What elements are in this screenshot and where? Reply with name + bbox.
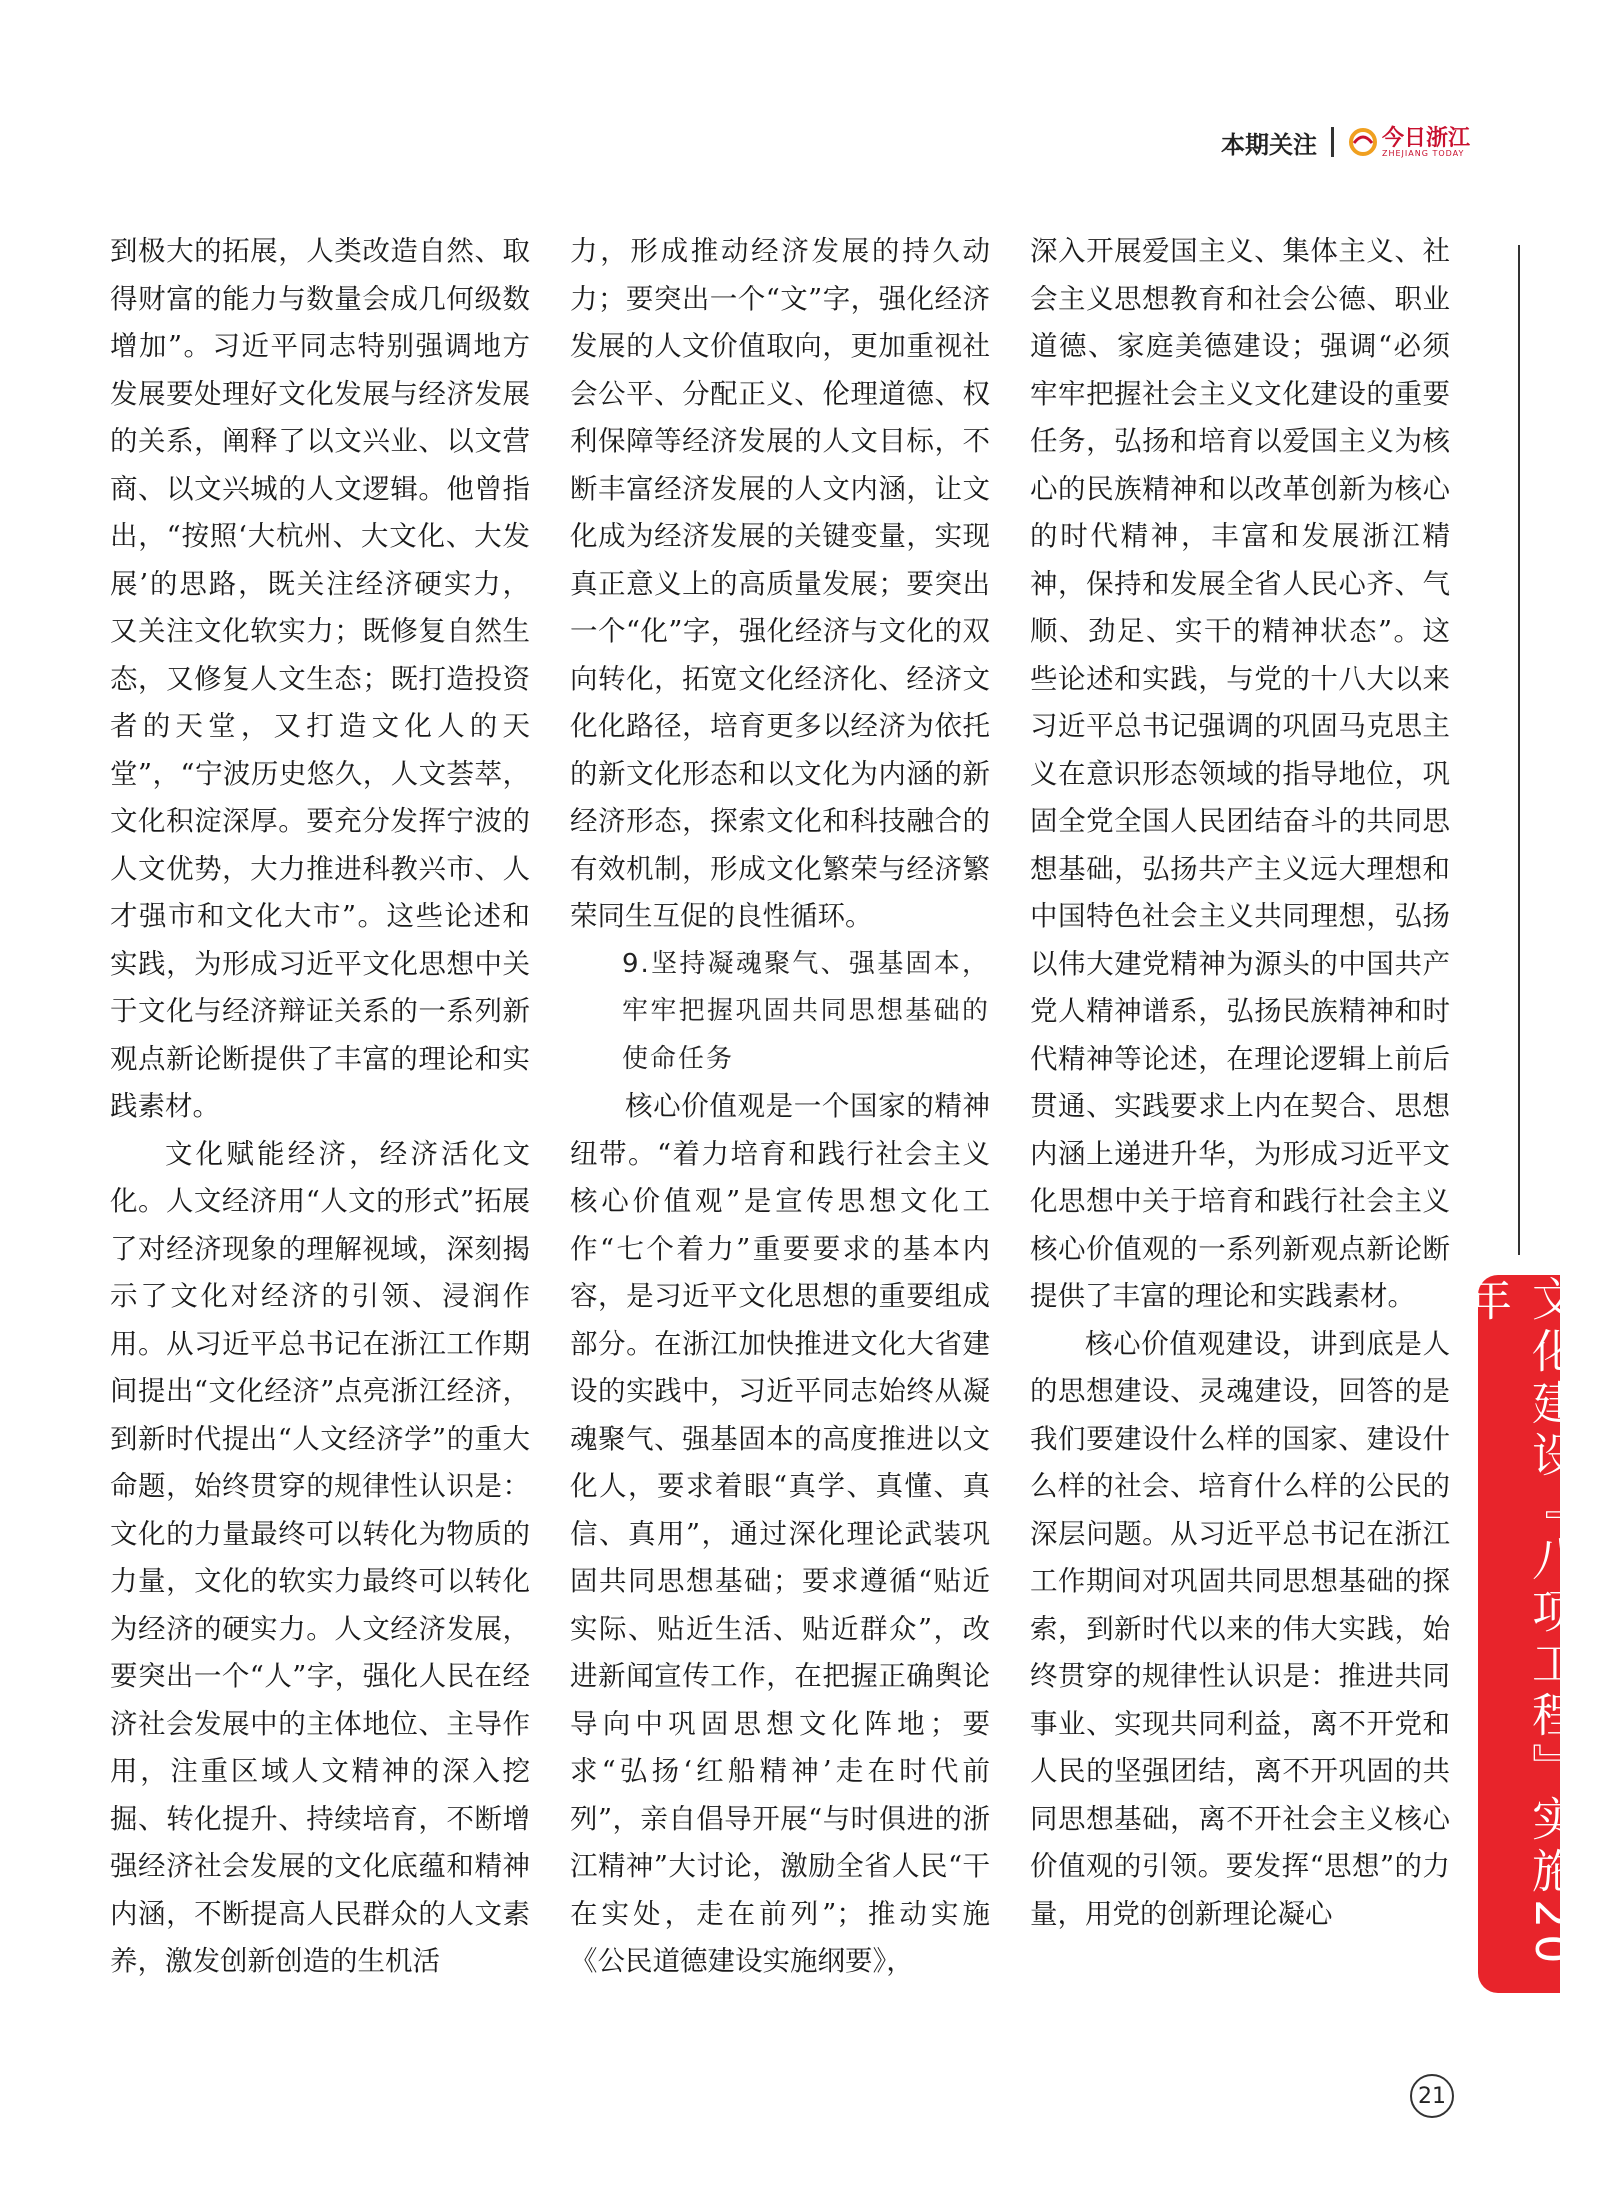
paragraph: 深入开展爱国主义、集体主义、社会主义思想教育和社会公德、职业道德、家庭美德建设；强调“必须牢牢把握社会主义文化建设的重要任务，弘扬和培育以爱国主义为核心的民族精神和以改革创新为核心的时代精神，丰富和发展浙江精神，保持和发展全省人民心齐、气顺、劲足、实干的精神状态”。这些论述和实践，与党的十八大以来习近平总书记强调的巩固马克思主义在意识形态领域的指导地位，巩固全党全国人民团结奋斗的共同思想基础，弘扬共产主义远大理想和中国特色社会主义共同理想，弘扬以伟大建党精神为源头的中国共产党人精神谱系，弘扬民族精神和时代精神等论述，在理论逻辑上前后贯通、实践要求上内在契合、思想内涵上递进升华，为形成习近平文化思想中关于培育和践行社会主义核心价值观的一系列新观点新论断提供了丰富的理论和实践素材。 — [1030, 235, 1450, 1312]
magazine-logo — [1348, 124, 1470, 158]
logo-swirl-icon — [1348, 127, 1378, 157]
side-rule — [1518, 245, 1520, 1255]
paragraph: 力，形成推动经济发展的持久动力；要突出一个“文”字，强化经济发展的人文价值取向，更加重视社会公平、分配正义、伦理道德、权利保障等经济发展的人文目标，不断丰富经济发展的人文内涵，让文化成为经济发展的关键变量，实现真正意义上的高质量发展；要突出一个“化”字，强化经济与文化的双向转化，拓宽文化经济化、经济文化化路径，培育更多以经济为依托的新文化形态和以文化为内涵的新经济形态，探索文化和科技融合的有效机制，形成文化繁荣与经济繁荣同生互促的良性循环。 — [570, 235, 990, 932]
page-number: 21 — [1410, 2074, 1454, 2118]
section-heading: 9.坚持凝魂聚气、强基固本，牢牢把握巩固共同思想基础的使命任务 — [622, 948, 990, 1074]
header-divider — [1331, 127, 1334, 157]
series-label: 文化建设『八项工程』实施20年 — [1459, 1275, 1579, 1970]
logo-chinese-text: 今日浙江 — [1381, 124, 1470, 151]
text-column-3 — [1030, 228, 1450, 1938]
text-column-1 — [110, 228, 530, 1986]
text-column-2 — [570, 228, 990, 1986]
page-header — [1221, 118, 1470, 166]
logo-english-text: ZHEJIANG TODAY — [1381, 148, 1465, 158]
paragraph: 文化赋能经济，经济活化文化。人文经济用“人文的形式”拓展了对经济现象的理解视域，深刻揭示了文化对经济的引领、浸润作用。从习近平总书记在浙江工作期间提出“文化经济”点亮浙江经济，到新时代提出“人文经济学”的重大命题，始终贯穿的规律性认识是：文化的力量最终可以转化为物质的力量，文化的软实力最终可以转化为经济的硬实力。人文经济发展，要突出一个“人”字，强化人民在经济社会发展中的主体地位、主导作用，注重区域人文精神的深入挖掘、转化提升、持续培育，不断增强经济社会发展的文化底蕴和精神内涵，不断提高人民群众的人文素养，激发创新创造的生机活 — [110, 1137, 530, 1977]
paragraph: 核心价值观是一个国家的精神纽带。“着力培育和践行社会主义核心价值观”是宣传思想文化工作“七个着力”重要要求的基本内容，是习近平文化思想的重要组成部分。在浙江加快推进文化大省建设的实践中，习近平同志始终从凝魂聚气、强基固本的高度推进以文化人，要求着眼“真学、真懂、真信、真用”，通过深化理论武装巩固共同思想基础；要求遵循“贴近实际、贴近生活、贴近群众”，改进新闻宣传工作，在把握正确舆论导向中巩固思想文化阵地；要求“弘扬‘红船精神’走在时代前列”，亲自倡导开展“与时俱进的浙江精神”大讨论，激励全省人民“干在实处，走在前列”；推动实施《公民道德建设实施纲要》， — [570, 1090, 990, 1977]
paragraph: 到极大的拓展，人类改造自然、取得财富的能力与数量会成几何级数增加”。习近平同志特别强调地方发展要处理好文化发展与经济发展的关系，阐释了以文兴业、以文营商、以文兴城的人文逻辑。他曾指出，“按照‘大杭州、大文化、大发展’的思路，既关注经济硬实力，又关注文化软实力；既修复自然生态，又修复人文生态；既打造投资者的天堂，又打造文化人的天堂”，“宁波历史悠久，人文荟萃，文化积淀深厚。要充分发挥宁波的人文优势，大力推进科教兴市、人才强市和文化大市”。这些论述和实践，为形成习近平文化思想中关于文化与经济辩证关系的一系列新观点新论断提供了丰富的理论和实践素材。 — [110, 235, 530, 1122]
section-title: 本期关注 — [1220, 130, 1317, 159]
paragraph: 核心价值观建设，讲到底是人的思想建设、灵魂建设，回答的是我们要建设什么样的国家、建设什么样的社会、培育什么样的公民的深层问题。从习近平总书记在浙江工作期间对巩固共同思想基础的探索，到新时代以来的伟大实践，始终贯穿的规律性认识是：推进共同事业、实现共同利益，离不开党和人民的坚强团结，离不开巩固的共同思想基础，离不开社会主义核心价值观的引领。要发挥“思想”的力量，用党的创新理论凝心 — [1030, 1327, 1450, 1930]
series-badge — [1459, 1275, 1579, 1993]
